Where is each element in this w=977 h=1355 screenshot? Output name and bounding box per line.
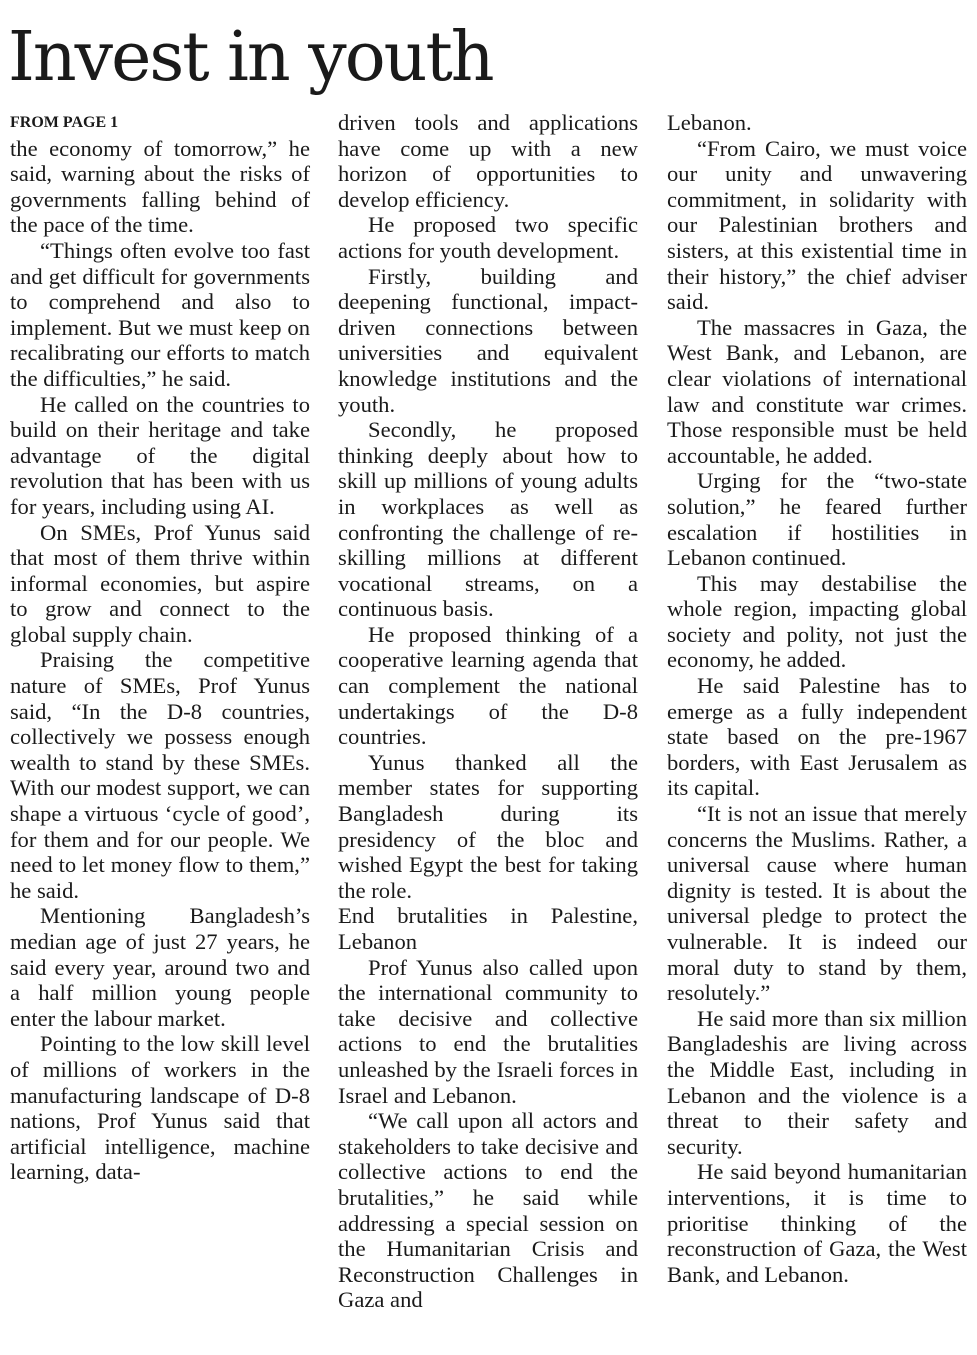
paragraph: “From Cairo, we must voice our unity and unwavering commitment, in solidarity with our Palestinian brothers and sisters, at this existential time in their history,” the chief adviser said. [667,135,967,315]
paragraph: Yunus thanked all the member states for supporting Bangladesh during its presidency of the bloc and wished Egypt the best for taking the role. [338,749,638,903]
paragraph: He called on the countries to build on their heritage and take advantage of the digital revolution that has been with us for years, including using AI. [10,391,310,519]
paragraph: He said Palestine has to emerge as a fully independent state based on the pre-1967 borders, with East Jerusalem as its capital. [667,673,967,801]
paragraph: “We call upon all actors and stakeholders to take decisive and collective actions to end the brutalities,” he said while addressing a special session on the Humanitarian Crisis and Reconstruction Challenges in Gaza and [338,1108,638,1313]
paragraph: driven tools and applications have come up with a new horizon of opportunities to develop efficiency. [338,110,638,212]
paragraph: Secondly, he proposed thinking deeply about how to skill up millions of young adults in workplaces as well as confronting the challenge of re-skilling millions at different vocational streams, on a continuous basis. [338,417,638,622]
article-column-3 [667,110,967,1287]
paragraph: Mentioning Bangladesh’s median age of just 27 years, he said every year, around two and a half million young people enter the labour market. [10,903,310,1031]
paragraph: Praising the competitive nature of SMEs, Prof Yunus said, “In the D-8 countries, collectively we possess enough wealth to stand by these SMEs. With our modest support, we can shape a virtuous ‘cycle of good’, for them and for our people. We need to let money flow to them,” he said. [10,647,310,903]
paragraph: He said more than six million Bangladeshis are living across the Middle East, including in Lebanon and the violence is a threat to their safety and security. [667,1005,967,1159]
paragraph: He proposed two specific actions for youth development. [338,212,638,263]
article-column-1 [10,110,310,1185]
paragraph: He said beyond humanitarian interventions, it is time to prioritise thinking of the reconstruction of Gaza, the West Bank, and Lebanon. [667,1159,967,1287]
paragraph: “It is not an issue that merely concerns the Muslims. Rather, a universal cause where human dignity is tested. It is about the universal pledge to protect the vulnerable. It is indeed our moral duty to stand by them, resolutely.” [667,801,967,1006]
headline: Invest in youth [8,18,493,97]
paragraph: The massacres in Gaza, the West Bank, and Lebanon, are clear violations of international law and constitute war crimes. Those responsible must be held accountable, he added. [667,314,967,468]
article-column-2 [338,110,638,1313]
paragraph: Lebanon. [667,110,752,135]
paragraph: the economy of tomorrow,” he said, warning about the risks of governments falling behind of the pace of the time. [10,135,310,238]
paragraph: He proposed thinking of a cooperative learning agenda that can complement the national undertakings of the D-8 countries. [338,621,638,750]
section-subhead: End brutalities in Palestine, Lebanon [338,903,638,954]
paragraph: “Things often evolve too fast and get difficult for governments to comprehend and also to implement. But we must keep on recalibrating our efforts to match the difficulties,” he said. [10,237,310,391]
paragraph: Prof Yunus also called upon the international community to take decisive and collective actions to end the brutalities unleashed by the Israeli forces in Israel and Lebanon. [338,954,638,1108]
paragraph: Pointing to the low skill level of millions of workers in the manufacturing landscape of D-8 nations, Prof Yunus said that artificial intelligence, machine learning, data- [10,1031,310,1185]
kicker-from-page-1: FROM PAGE 1 [10,114,119,131]
paragraph: This may destabilise the whole region, impacting global society and polity, not just the economy, he added. [667,570,967,673]
paragraph: On SMEs, Prof Yunus said that most of them thrive within informal economies, but aspire to grow and connect to the global supply chain. [10,519,310,647]
paragraph: Firstly, building and deepening functional, impact-driven connections between universities and equivalent knowledge institutions and the youth. [338,263,638,417]
paragraph: Urging for the “two-state solution,” he feared further escalation if hostilities in Lebanon continued. [667,468,967,571]
